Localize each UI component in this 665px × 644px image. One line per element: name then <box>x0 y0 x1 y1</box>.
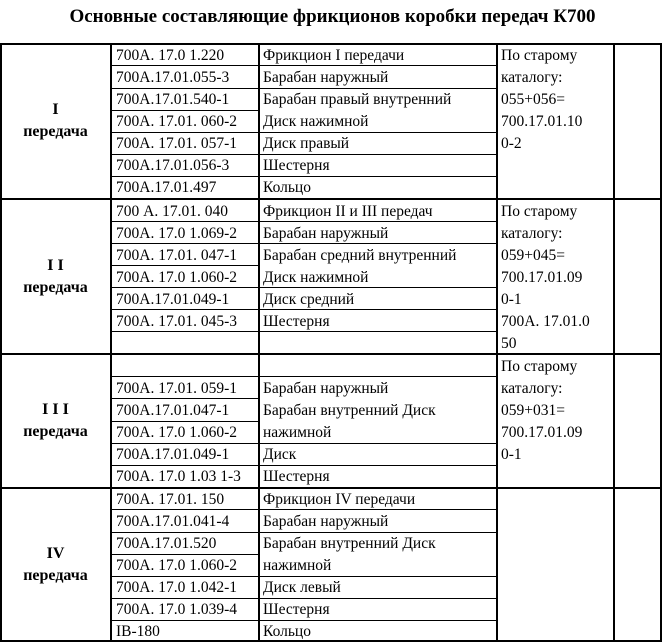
part-code: IB-180 <box>116 623 160 640</box>
part-name: Барабан наружный <box>263 69 389 86</box>
part-code: 700А.17.01.520 <box>116 535 217 552</box>
part-name: Шестерня <box>263 601 330 618</box>
part-name: Барабан средний внутренний <box>263 247 457 264</box>
part-name: Барабан наружный <box>263 513 389 530</box>
part-name: Барабан правый внутренний <box>263 91 452 108</box>
part-name: Барабан наружный <box>263 225 389 242</box>
group-label-4: IV передача <box>23 545 88 584</box>
old-catalog-note: По старому каталогу: 059+045= 700.17.01.09 0-1 700А. 17.01.0 50 <box>501 203 590 352</box>
part-code: 700А. 17.01. 059-1 <box>116 380 237 397</box>
row-line <box>111 376 496 377</box>
part-code: 700А. 17.0 1.03 1-3 <box>116 468 241 485</box>
part-name: нажимной <box>263 557 332 574</box>
part-code: 700А. 17.0 1.060-2 <box>116 424 237 441</box>
part-code: 700А. 17.0 1.069-2 <box>116 225 237 242</box>
friction-parts-table <box>0 43 662 642</box>
part-code: 700А. 17.0 1.220 <box>116 47 225 64</box>
old-catalog-note: По старому каталогу: 059+031= 700.17.01.09 0-1 <box>501 358 583 463</box>
column-divider <box>613 43 615 642</box>
group-label-1: I передача <box>23 101 88 140</box>
group-label-3: I I I передача <box>23 401 88 440</box>
part-code: 700А. 17.01. 150 <box>116 491 225 508</box>
part-name: Барабан внутренний Диск <box>263 402 436 419</box>
part-code: 700А. 17.01. 057-1 <box>116 135 237 152</box>
part-name: Кольцо <box>263 179 311 196</box>
part-code: 700А. 17.0 1.039-4 <box>116 601 237 618</box>
page-title: Основные составляющие фрикционов коробки передач К700 <box>69 6 596 27</box>
part-name: Кольцо <box>263 623 311 640</box>
part-code: 700 А. 17.01. 040 <box>116 203 228 220</box>
part-name: Шестерня <box>263 468 330 485</box>
part-name: Шестерня <box>263 157 330 174</box>
part-code: 700А.17.01.055-3 <box>116 69 230 86</box>
part-code: 700А.17.01.041-4 <box>116 513 230 530</box>
part-code: 700А.17.01.056-3 <box>116 157 230 174</box>
table-border-right <box>660 43 662 642</box>
part-name: Фрикцион IV передачи <box>263 491 416 508</box>
part-code: 700А. 17.01. 047-1 <box>116 247 237 264</box>
part-name: Диск нажимной <box>263 113 369 130</box>
part-name: Диск нажимной <box>263 269 369 286</box>
part-code: 700А. 17.01. 045-3 <box>116 313 237 330</box>
part-code: 700А.17.01.049-1 <box>116 291 230 308</box>
part-code: 700А. 17.0 1.060-2 <box>116 269 237 286</box>
part-code: 700А.17.01.497 <box>116 179 217 196</box>
old-catalog-note: По старому каталогу: 055+056= 700.17.01.10 0-2 <box>501 47 583 152</box>
group-label-2: I I передача <box>23 257 88 296</box>
part-code: 700А. 17.0 1.060-2 <box>116 557 237 574</box>
part-name: Диск правый <box>263 135 350 152</box>
part-code: 700А. 17.01. 060-2 <box>116 113 237 130</box>
part-code: 700А.17.01.540-1 <box>116 91 230 108</box>
part-name: Барабан наружный <box>263 380 389 397</box>
group-separator <box>0 198 662 200</box>
part-name: Шестерня <box>263 313 330 330</box>
part-code: 700А. 17.0 1.042-1 <box>116 579 237 596</box>
part-name: Фрикцион II и III передач <box>263 203 433 220</box>
part-name: Диск левый <box>263 579 341 596</box>
part-code: 700А.17.01.049-1 <box>116 446 230 463</box>
part-name: Фрикцион I передачи <box>263 47 405 64</box>
table-border-bottom <box>0 640 662 642</box>
column-divider <box>496 43 498 642</box>
part-name: нажимной <box>263 424 332 441</box>
part-name: Барабан внутренний Диск <box>263 535 436 552</box>
part-name: Диск <box>263 446 297 463</box>
part-name: Диск средний <box>263 291 355 308</box>
part-code: 700А.17.01.047-1 <box>116 402 230 419</box>
